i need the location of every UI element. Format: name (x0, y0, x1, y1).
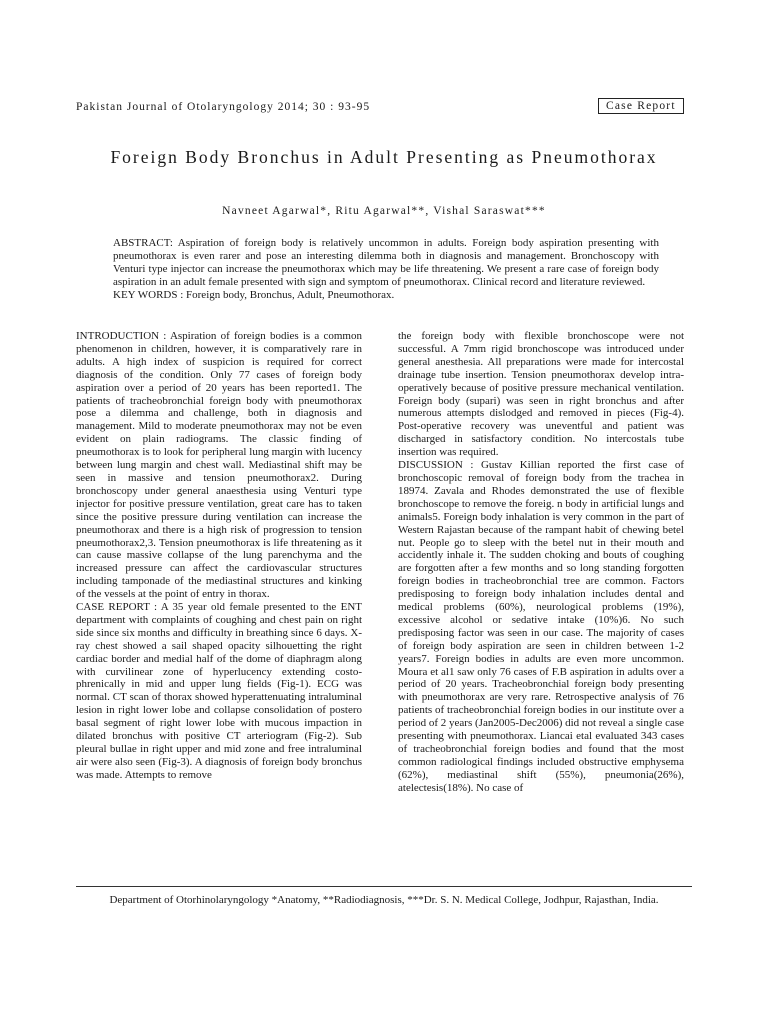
introduction-paragraph: INTRODUCTION : Aspiration of foreign bodies is a common phenomenon in children, however, it is comparatively rare in adults. A high index of suspicion is required for correct diagnosis of the condition. Only 77 cases of foreign body aspiration over a period of 20 years has been reported1. The patients of tracheobronchial foreign body with pneumothorax pose a dilemma and challenge, both in diagnosis and management. Mild to moderate pneumothorax may not be even evident on plain radiograms. The classic finding of pneumothorax is to look for peripheral lung margin with lucency between lung margin and chest wall. Mediastinal shift may be seen in massive and tension pneumothorax2. During bronchoscopy under general anaesthesia using Venturi type injector for positive pressure ventilation, great care has to taken since the positive pressure during ventilation can increase the pneumothorax and there is a high risk of progression to tension pneumothorax2,3. Tension pneumothorax is life threatening as it can cause massive collapse of the lung parenchyma and the increased pressure can affect the cardiovascular structures including tamponade of the mediastinal structures and kinking of the vessels at the point of entry in thorax. (76, 330, 362, 601)
discussion-paragraph: DISCUSSION : Gustav Killian reported the first case of bronchoscopic removal of foreign body from the trachea in 18974. Zavala and Rhodes demonstrated the use of flexible bronchoscope to remove the foreig. n body in artificial lungs and animals5. Foreign body inhalation is very common in the part of Western Rajastan because of the rampant habit of chewing betel nut. People go to sleep with the betel nut in their mouth and accidently inhale it. The sudden choking and bouts of coughing are forgotten after a few months and so long standing forgotten foreign bodies in tracheobronchial tree are common. Factors predisposing to foreign body inhalation includes dental and medical problems (60%), neurological problems (19%), excessive alcohol or sedative intake (10%)6. No such predisposing factor was seen in our case. The majority of cases of foreign body aspiration are seen in children between 1-2 years7. Foreign bodies in adults are even more uncommon. Moura et al1 saw only 76 cases of F.B aspiration in adults over a period of 20 years. Tracheobronchial foreign body presenting with pneumothorax are very rare. Retrospective analysis of 76 patients of tracheobronchial foreign bodies in our institute over a period of 2 years (Jan2005-Dec2006) did not reveal a single case presenting with pneumothorax. Liancai etal evaluated 343 cases of tracheobronchial foreign bodies and found that the most common radiological findings included obstructive emphysema (62%), mediastinal shift (55%), pneumonia(26%), atelectesis(18%). No case of (398, 459, 684, 794)
abstract-text: ABSTRACT: Aspiration of foreign body is relatively uncommon in adults. Foreign body aspiration presenting with pneumothorax is even rarer and pose an interesting dilemma both in diagnosis and management. Bronchoscopy with Venturi type injector can increase the pneumothorax which may be life threatening. We present a rare case of foreign body aspiration in an adult female presented with sign and symptom of pneumothorax. Clinical record and literature reviewed. (113, 237, 659, 288)
case-report-continued-paragraph: the foreign body with flexible bronchoscope were not successful. A 7mm rigid bronchoscope was introduced under general anesthesia. All preparations were made for intercostal drainage tube insertion. Tension pneumothorax develop intra-operatively because of positive pressure mechanical ventilation. Foreign body (supari) was seen in right bronchus and after numerous attempts dislodged and removed in pieces (Fig-4). Post-operative recovery was uneventful and patient was discharged in satisfactory condition. No intercostals tube insertion was required. (398, 330, 684, 459)
footer-divider (76, 886, 692, 887)
case-report-paragraph: CASE REPORT : A 35 year old female presented to the ENT department with complaints of coughing and chest pain on right side since six months and difficulty in breathing since 6 days. X-ray chest showed a sail shaped opacity silhouetting the right cardiac border and medial half of the dome of diaphragm along with curvilinear zone of hyperlucency extending costo-phrenically in mid and upper lung fields (Fig-1). ECG was normal. CT scan of thorax showed hyperattenuating intraluminal lesion in right lower lobe and collapse consolidation of postero basal segment of right lower lobe with mucous impaction in dilated bronchus with positive CT arteriogram (Fig-2). Sub pleural bullae in right upper and mid zone and free intraluminal air were also seen (Fig-3). A diagnosis of foreign body bronchus was made. Attempts to remove (76, 601, 362, 781)
abstract-block (113, 237, 659, 302)
journal-citation: Pakistan Journal of Otolaryngology 2014; 30 : 93-95 (76, 101, 371, 113)
author-list: Navneet Agarwal*, Ritu Agarwal**, Vishal Saraswat*** (222, 205, 546, 217)
article-title: Foreign Body Bronchus in Adult Presenting as Pneumothorax (110, 147, 658, 167)
right-column (398, 330, 684, 795)
article-type-badge: Case Report (598, 98, 684, 114)
affiliation-footer: Department of Otorhinolaryngology *Anatomy, **Radiodiagnosis, ***Dr. S. N. Medical College, Jodhpur, Rajasthan, India. (109, 894, 659, 906)
keywords: KEY WORDS : Foreign body, Bronchus, Adult, Pneumothorax. (113, 288, 395, 301)
left-column (76, 330, 362, 782)
